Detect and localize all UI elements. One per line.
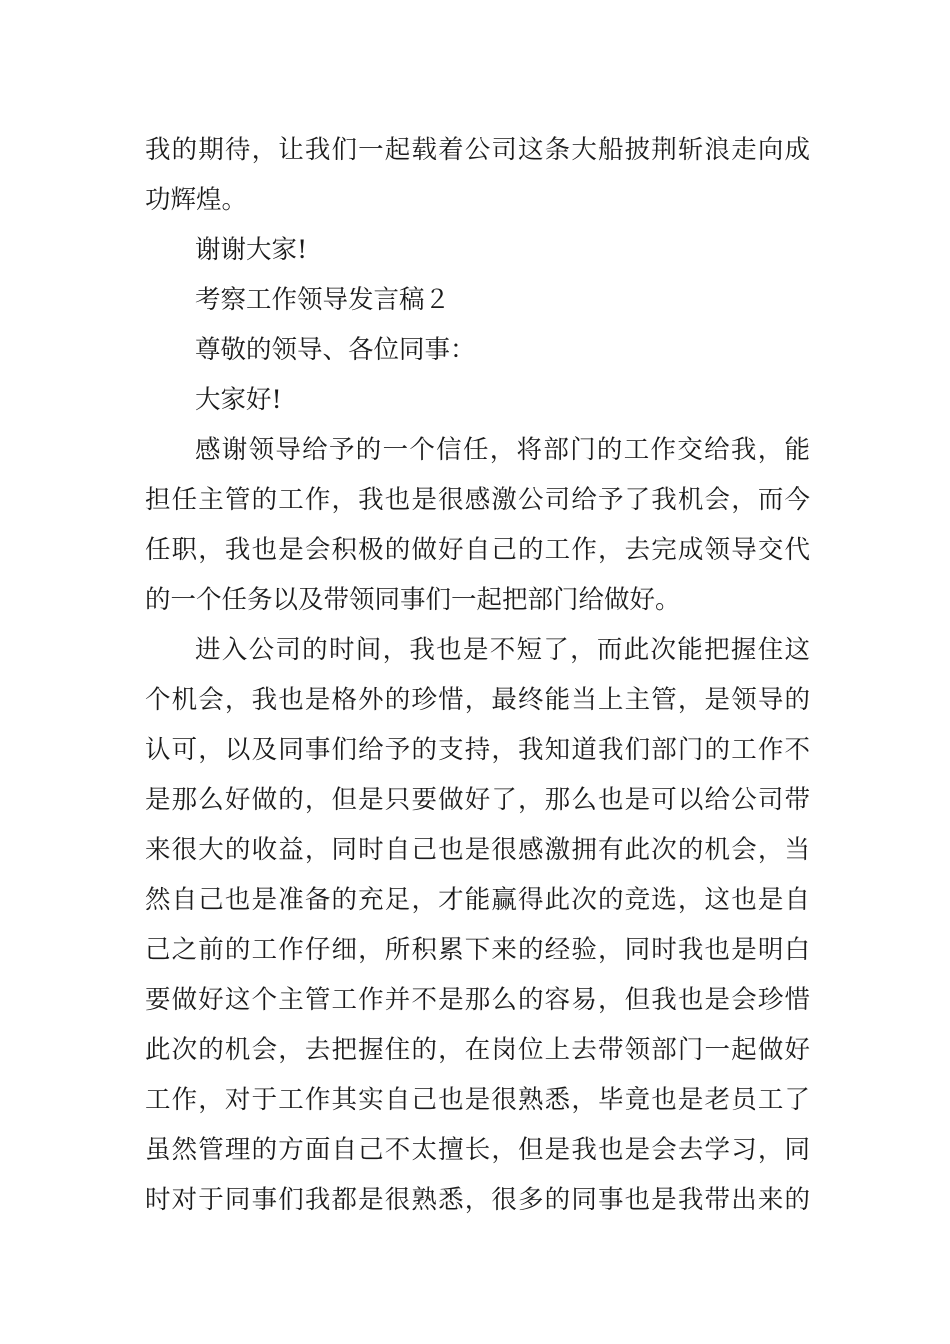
text-line: 的一个任务以及带领同事们一起把部门给做好。	[145, 585, 681, 615]
text-line: 个机会，我也是格外的珍惜，最终能当上主管，是领导的	[145, 685, 810, 715]
text-line: 要做好这个主管工作并不是那么的容易，但我也是会珍惜	[145, 985, 810, 1015]
text-line: 进入公司的时间，我也是不短了，而此次能把握住这	[195, 635, 810, 665]
text-line: 时对于同事们我都是很熟悉，很多的同事也是我带出来的	[145, 1185, 810, 1215]
text-line: 感谢领导给予的一个信任，将部门的工作交给我，能	[195, 435, 810, 465]
salutation: 尊敬的领导、各位同事：	[195, 335, 476, 365]
text-line: 认可，以及同事们给予的支持，我知道我们部门的工作不	[145, 735, 810, 765]
text-line: 是那么好做的，但是只要做好了，那么也是可以给公司带	[145, 785, 810, 815]
text-line: 我的期待，让我们一起载着公司这条大船披荆斩浪走向成	[145, 135, 810, 165]
text-line: 己之前的工作仔细，所积累下来的经验，同时我也是明白	[145, 935, 810, 965]
text-line: 来很大的收益，同时自己也是很感激拥有此次的机会，当	[145, 835, 810, 865]
text-line: 功辉煌。	[145, 185, 248, 215]
text-line: 担任主管的工作，我也是很感激公司给予了我机会，而今	[145, 485, 810, 515]
closing-line: 谢谢大家!	[195, 235, 308, 265]
text-line: 任职，我也是会积极的做好自己的工作，去完成领导交代	[145, 535, 810, 565]
greeting: 大家好!	[195, 385, 282, 415]
text-line: 虽然管理的方面自己不太擅长，但是我也是会去学习，同	[145, 1135, 810, 1165]
document-body	[145, 125, 810, 1225]
text-line: 工作，对于工作其实自己也是很熟悉，毕竟也是老员工了	[145, 1085, 810, 1115]
text-line: 然自己也是准备的充足，才能赢得此次的竞选，这也是自	[145, 885, 810, 915]
text-line: 此次的机会，去把握住的，在岗位上去带领部门一起做好	[145, 1035, 810, 1065]
section-title: 考察工作领导发言稿２	[195, 285, 451, 315]
